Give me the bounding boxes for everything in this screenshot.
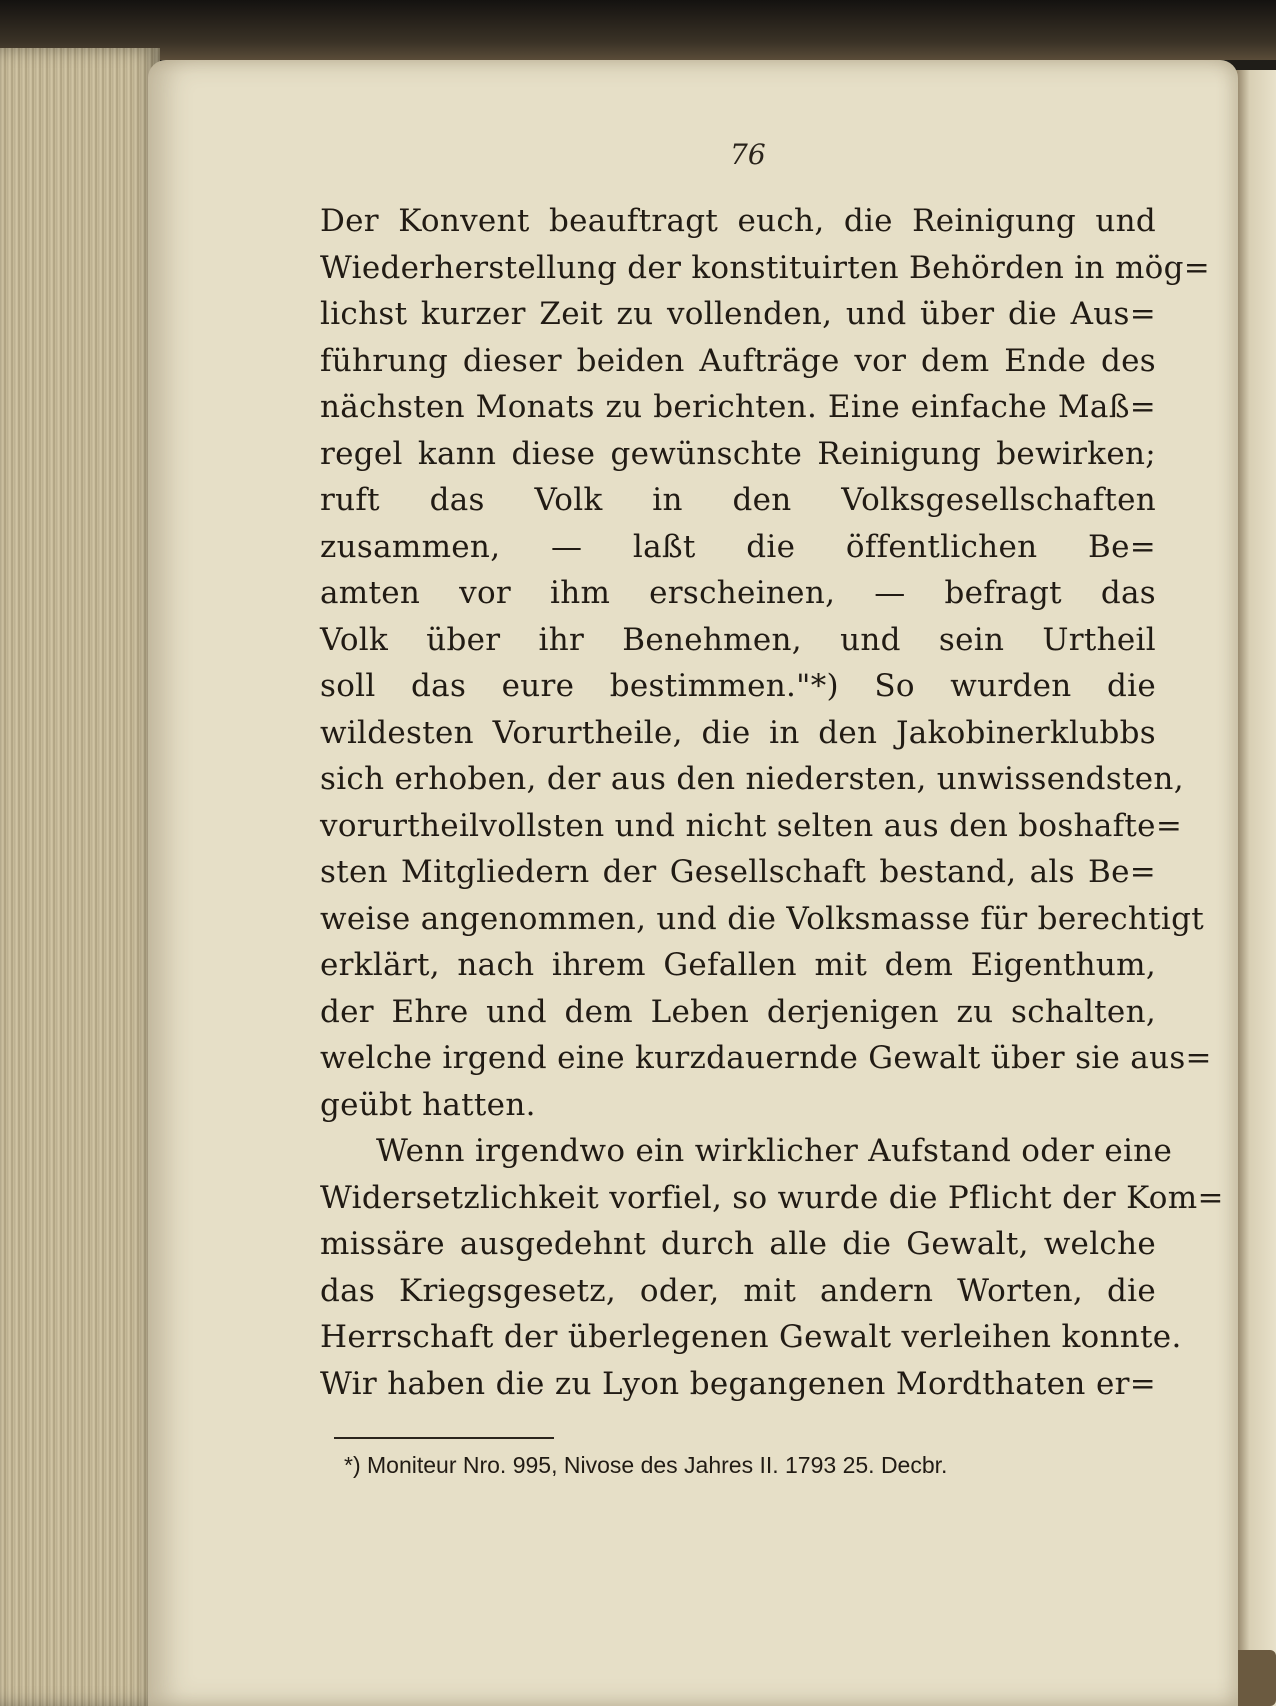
text-line: regel kann diese gewünschte Reinigung bewirken; bbox=[320, 435, 1156, 472]
footnote: *) Moniteur Nro. 995, Nivose des Jahres II. 1793 25. Decbr. bbox=[344, 1452, 948, 1478]
facing-page-edge bbox=[1232, 70, 1276, 1706]
text-line: sten Mitgliedern der Gesellschaft bestand, als Be= bbox=[320, 854, 1156, 890]
text-line: Wenn irgendwo ein wirklicher Aufstand oder eine bbox=[376, 1133, 1173, 1169]
text-line: erklärt, nach ihrem Gefallen mit dem Eigenthum, bbox=[320, 947, 1156, 983]
text-line: weise angenommen, und die Volksmasse für berechtigt bbox=[320, 900, 1205, 937]
text-line: Wir haben die zu Lyon begangenen Mordthaten er= bbox=[320, 1365, 1156, 1402]
text-line: sich erhoben, der aus den niedersten, unwissendsten, bbox=[320, 761, 1184, 797]
text-line: zusammen, — laßt die öffentlichen Be= bbox=[320, 528, 1156, 565]
text-line: Wiederherstellung der konstituirten Behörden in mög= bbox=[320, 249, 1211, 286]
text-line: missäre ausgedehnt durch alle die Gewalt, welche bbox=[320, 1226, 1156, 1262]
text-line: Volk über ihr Benehmen, und sein Urtheil bbox=[320, 621, 1156, 658]
page-number: 76 bbox=[730, 138, 766, 171]
text-line: vorurtheilvollsten und nicht selten aus den boshafte= bbox=[320, 807, 1183, 844]
text-line: Der Konvent beauftragt euch, die Reinigung und bbox=[320, 203, 1156, 239]
text-line: der Ehre und dem Leben derjenigen zu schalten, bbox=[320, 993, 1156, 1030]
book-top-edge bbox=[0, 0, 1276, 60]
book-page-edges bbox=[0, 48, 160, 1706]
text-line: lichst kurzer Zeit zu vollenden, und über die Aus= bbox=[320, 296, 1156, 332]
text-line: soll das eure bestimmen."*) So wurden die bbox=[320, 668, 1156, 704]
text-line: Herrschaft der überlegenen Gewalt verleihen konnte. bbox=[320, 1319, 1182, 1355]
text-line: führung dieser beiden Aufträge vor dem Ende des bbox=[320, 342, 1156, 379]
text-line: ruft das Volk in den Volksgesellschaften bbox=[320, 482, 1156, 518]
text-line: amten vor ihm erscheinen, — befragt das bbox=[320, 575, 1156, 611]
text-line: nächsten Monats zu berichten. Eine einfache Maß= bbox=[320, 389, 1156, 425]
text-line: geübt hatten. bbox=[320, 1086, 536, 1123]
body-text bbox=[320, 198, 1224, 1407]
text-line: Widersetzlichkeit vorfiel, so wurde die Pflicht der Kom= bbox=[320, 1179, 1224, 1216]
text-line: wildesten Vorurtheile, die in den Jakobinerklubbs bbox=[320, 714, 1156, 751]
footnote-divider bbox=[334, 1437, 554, 1439]
text-line: das Kriegsgesetz, oder, mit andern Worten, die bbox=[320, 1272, 1156, 1309]
text-line: welche irgend eine kurzdauernde Gewalt über sie aus= bbox=[320, 1040, 1212, 1076]
